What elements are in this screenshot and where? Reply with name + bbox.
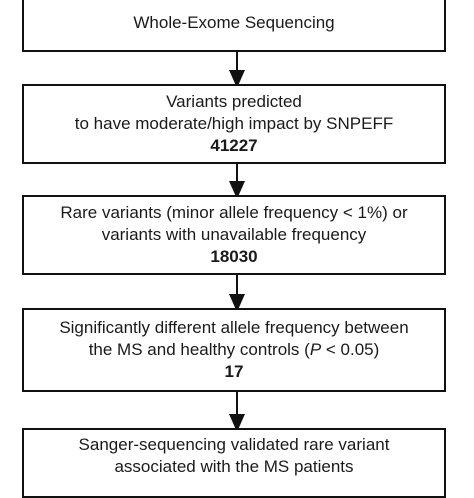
step-text-part: the MS and healthy controls ( (88, 340, 310, 359)
step-text-part: < 0.05) (321, 340, 380, 359)
step-text-line: Variants predicted (166, 92, 302, 111)
step-text-line: Whole-Exome Sequencing (133, 13, 335, 32)
variant-count: 17 (224, 362, 244, 381)
variant-count: 18030 (210, 247, 258, 266)
step-text-line: associated with the MS patients (114, 457, 354, 476)
step-box-sequencing (22, 0, 446, 52)
step-text-line: to have moderate/high impact by SNPEFF (74, 114, 394, 133)
step-box-rare-variants (22, 195, 446, 275)
step-box-impact-prediction (22, 84, 446, 164)
p-value-symbol: P (309, 340, 322, 359)
step-text-line: variants with unavailable frequency (101, 225, 367, 244)
variant-count: 41227 (210, 136, 258, 155)
step-text-line: Significantly different allele frequency between (59, 318, 409, 337)
step-box-allele-frequency (22, 308, 446, 392)
step-text-line (89, 339, 380, 361)
step-text-line: Rare variants (minor allele frequency < 1%) or (60, 203, 408, 222)
step-box-sanger-validation (22, 428, 446, 498)
step-text-line: Sanger-sequencing validated rare variant (78, 435, 390, 454)
